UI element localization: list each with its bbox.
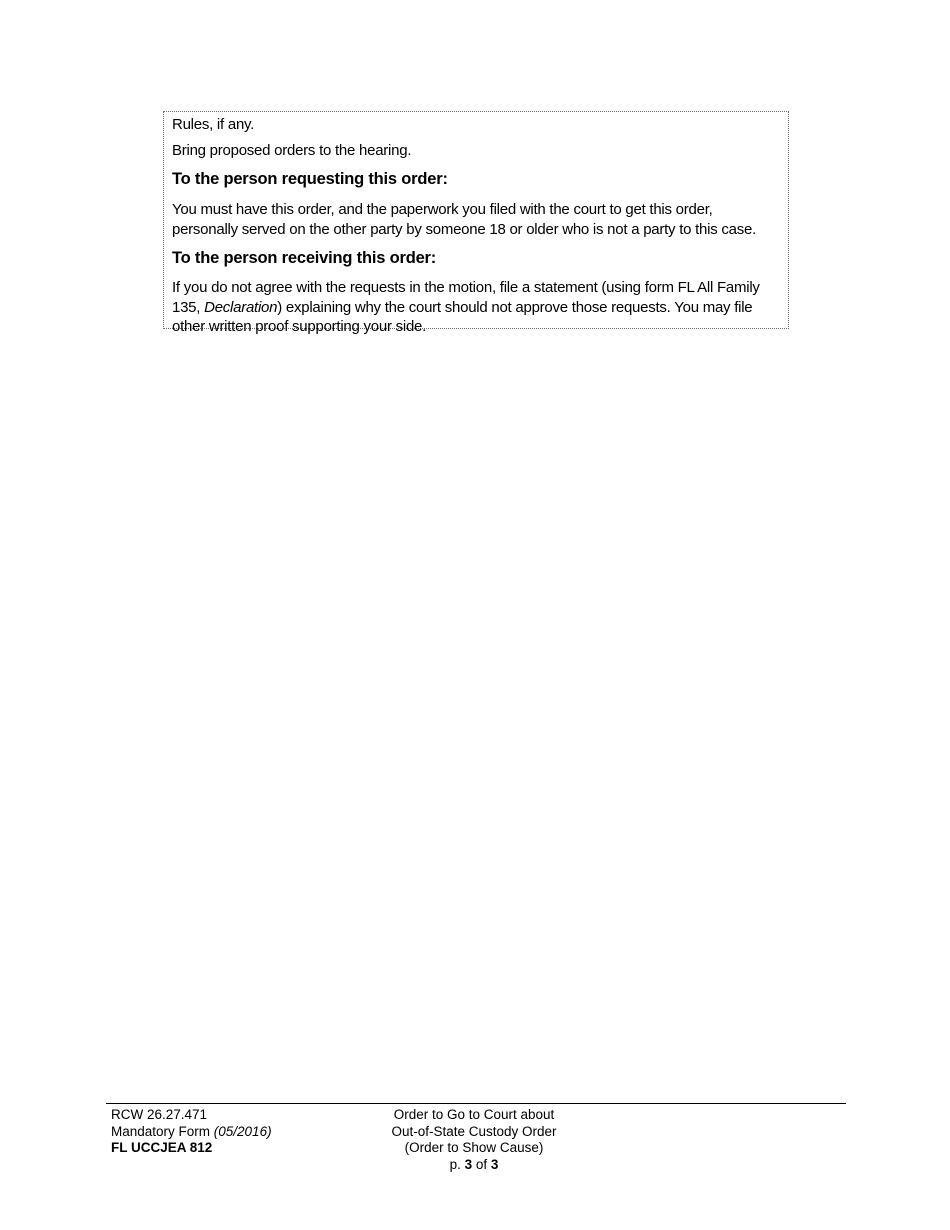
receiving-body-start: If you do not agree with the requests in the motion, file a statement (using form FL All Family 135, xyxy=(172,279,760,316)
form-type: Mandatory Form xyxy=(111,1123,214,1139)
form-date: (05/2016) xyxy=(213,1123,272,1139)
form-type-line xyxy=(111,1124,272,1141)
requesting-body: You must have this order, and the paperwork you filed with the court to get this order, personally served on the other party by someone 18 or older who is not a party to this case. xyxy=(172,201,757,238)
page-prefix: p. xyxy=(449,1156,465,1172)
receiving-body xyxy=(172,278,780,337)
footer-form-info xyxy=(111,1107,272,1157)
receiving-body-end: ) explaining why the court should not approve those requests. You may file other written proof supporting your side. xyxy=(172,298,753,335)
footer-divider xyxy=(106,1103,846,1104)
declaration-form-name: Declaration xyxy=(204,298,278,316)
title-line-3: (Order to Show Cause) xyxy=(404,1140,544,1155)
receiving-heading: To the person receiving this order: xyxy=(172,249,437,267)
title-line-1: Order to Go to Court about xyxy=(393,1107,555,1122)
rules-line: Rules, if any. xyxy=(172,116,255,133)
page-of: of xyxy=(472,1156,491,1172)
bring-orders-line: Bring proposed orders to the hearing. xyxy=(172,141,412,159)
statute-reference: RCW 26.27.471 xyxy=(111,1107,208,1122)
page-total: 3 xyxy=(490,1156,499,1172)
notice-box xyxy=(163,111,789,335)
title-line-2: Out-of-State Custody Order xyxy=(391,1123,557,1139)
requesting-heading: To the person requesting this order: xyxy=(172,170,448,188)
footer-document-title xyxy=(374,1107,574,1173)
form-code: FL UCCJEA 812 xyxy=(111,1140,213,1155)
page-number xyxy=(374,1157,574,1174)
page-current: 3 xyxy=(464,1156,473,1172)
